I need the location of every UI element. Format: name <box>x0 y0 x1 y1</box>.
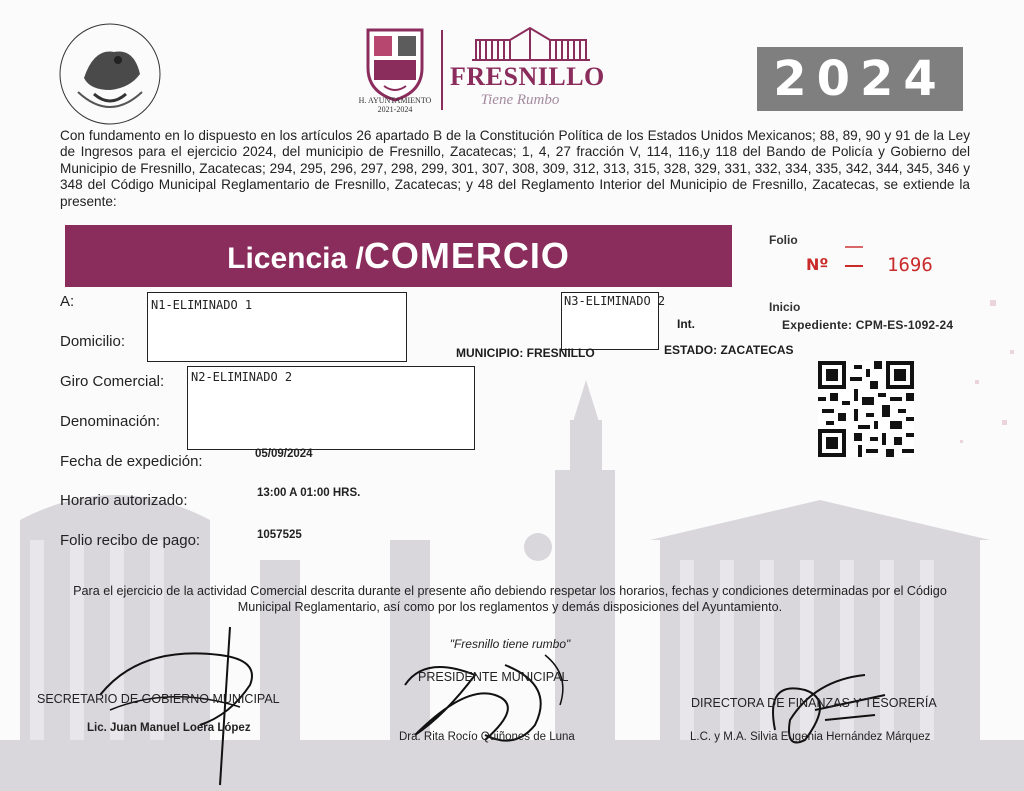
ayuntamiento-name: H. AYUNTAMIENTO <box>358 96 432 105</box>
signatory-name-directora: L.C. y M.A. Silvia Eugenia Hernández Márquez <box>690 731 931 743</box>
fecha-value: 05/09/2024 <box>255 448 313 460</box>
brand-name: FRESNILLO <box>450 62 605 91</box>
mexican-national-seal-icon <box>54 18 166 130</box>
folio-label: Folio <box>769 233 798 247</box>
header-divider <box>441 30 443 110</box>
horario-value: 13:00 A 01:00 HRS. <box>257 487 361 499</box>
giro-label: Giro Comercial: <box>60 373 165 390</box>
folio-recibo-value: 1057525 <box>257 529 302 541</box>
signatory-title-directora: DIRECTORA DE FINANZAS Y TESORERÍA <box>691 696 937 710</box>
expediente-number: Expediente: CPM-ES-1092-24 <box>782 318 954 332</box>
license-title-main: COMERCIO <box>363 235 570 276</box>
recipient-label: A: <box>60 293 75 310</box>
license-title <box>65 228 732 292</box>
signatory-name-secretario: Lic. Juan Manuel Loera López <box>87 722 251 734</box>
year-badge: 2024 <box>757 47 963 111</box>
recipient-redacted-text: N1-ELIMINADO 1 <box>151 298 253 312</box>
qr-code <box>818 361 914 457</box>
fecha-label: Fecha de expedición: <box>60 453 203 470</box>
legal-preamble: Con fundamento en lo dispuesto en los artículos 26 apartado B de la Constitución Política de los Estados Unidos Mexicanos; 88, 89, 90 y 91 de la Ley de Ingresos para el ejercicio 2024, del municipio de Fresnillo, Zacatecas; 1, 4, 27 fracción V, 114, 116,y 118 del Bando de Policía y Gobierno del Municipio de Fresnillo, Zacatecas; 294, 295, 296, 297, 298, 299, 301, 307, 308, 309, 312, 313, 315, 328, 329, 331, 332, 334, 335, 342, 344, 345, 346 y 348 del Código Municipal Reglamentario de Fresnillo, Zacatecas; y 48 del Reglamento Interior del Municipio de Fresnillo, Zacatecas, se extiende la presente: <box>60 128 970 209</box>
signatory-name-presidente: Dra. Rita Rocío Quiñones de Luna <box>399 731 575 743</box>
footer-notice: Para el ejercicio de la actividad Comercial descrita durante el presente año debiendo respetar los horarios, fechas y condiciones determinadas por el Código Municipal Reglamentario, así como por los reglamentos y demás disposiciones del Ayuntamiento. <box>73 584 947 614</box>
folio-number-mark: Nº <box>806 255 829 274</box>
n3-redacted-text: N3-ELIMINADO 2 <box>564 294 666 308</box>
municipio-value: MUNICIPIO: FRESNILLO <box>456 346 595 360</box>
license-title-prefix: Licencia / <box>227 242 364 275</box>
inicio-label: Inicio <box>769 300 801 314</box>
brand-slogan: Tiene Rumbo <box>480 92 560 108</box>
ayuntamiento-crest-icon <box>360 24 430 104</box>
folio-dash <box>845 246 863 248</box>
motto: "Fresnillo tiene rumbo" <box>449 637 571 651</box>
folio-dash <box>845 265 863 267</box>
denominacion-label: Denominación: <box>60 413 161 430</box>
ayuntamiento-period: 2021-2024 <box>377 105 413 114</box>
signatory-title-secretario: SECRETARIO DE GOBIERNO MUNICIPAL <box>37 692 280 706</box>
folio-recibo-label: Folio recibo de pago: <box>60 532 201 549</box>
horario-label: Horario autorizado: <box>60 492 188 509</box>
folio-value: 1696 <box>887 254 933 276</box>
giro-redacted-text: N2-ELIMINADO 2 <box>191 370 293 384</box>
signatory-title-presidente: PRESIDENTE MUNICIPAL <box>418 670 569 684</box>
estado-value: ESTADO: ZACATECAS <box>664 343 794 357</box>
ayuntamiento-label <box>346 96 444 114</box>
domicilio-label: Domicilio: <box>60 333 126 350</box>
int-label: Int. <box>677 317 695 331</box>
